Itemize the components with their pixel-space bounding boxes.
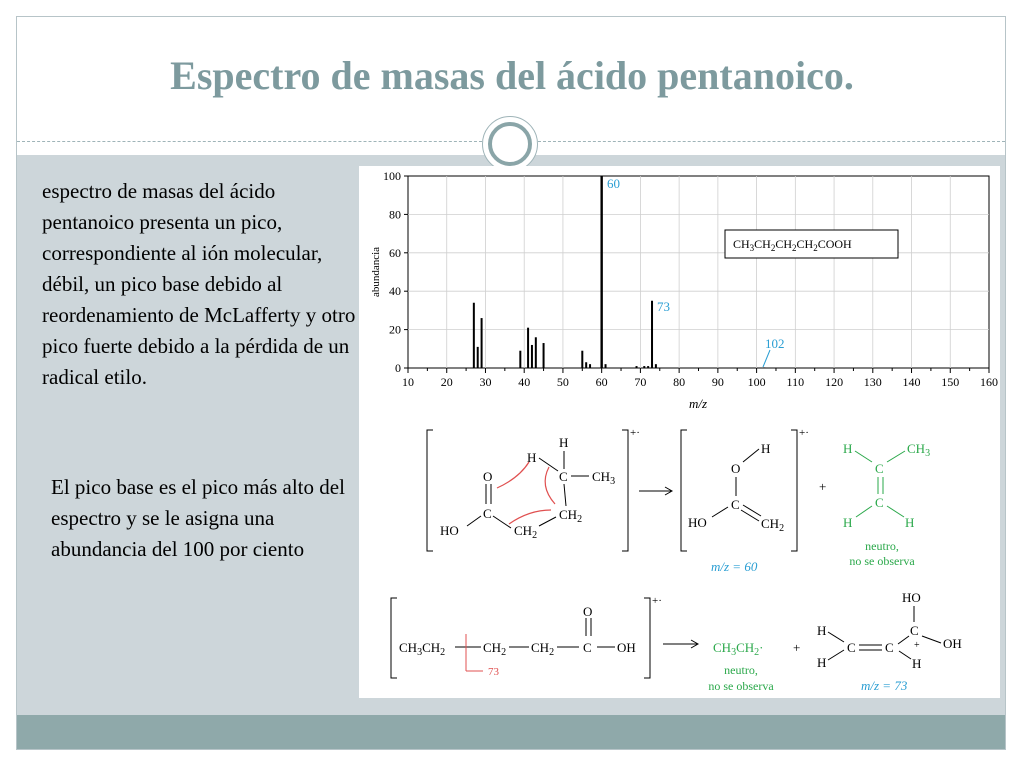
atom-c: C xyxy=(910,623,919,638)
x-tick-label: 20 xyxy=(440,375,453,389)
fragment-73-label: 73 xyxy=(488,666,499,678)
atom-c: C xyxy=(885,640,894,655)
atom-o: O xyxy=(583,604,593,619)
atom-h: H xyxy=(843,515,853,530)
x-axis-ticks xyxy=(402,368,998,389)
x-tick-label: 30 xyxy=(479,375,492,389)
ethyl-loss-scheme xyxy=(391,590,962,693)
electron-arrow-2 xyxy=(545,467,555,504)
y-tick-label: 40 xyxy=(389,284,401,299)
bracket-right xyxy=(644,598,650,678)
peak-bars xyxy=(474,176,765,368)
radical-cation-mark: +· xyxy=(630,427,640,439)
x-tick-label: 70 xyxy=(634,375,647,389)
atom-ho: HO xyxy=(440,523,459,538)
slide-title: Espectro de masas del ácido pentanoico. xyxy=(170,53,854,98)
atom-c: C xyxy=(875,495,884,510)
bond xyxy=(743,505,761,516)
x-tick-label: 80 xyxy=(673,375,686,389)
y-tick-label: 80 xyxy=(389,207,401,222)
atom-h: H xyxy=(843,441,853,456)
atom-h: H xyxy=(817,655,827,670)
footer-bar xyxy=(17,715,1005,749)
plus-sign: + xyxy=(819,479,827,494)
title-divider-left xyxy=(17,141,482,142)
atom-ch2-alpha: $CH_2$ xyxy=(514,523,538,541)
atom-c: C xyxy=(731,497,740,512)
atom-h: H xyxy=(905,515,915,530)
x-tick-label: 130 xyxy=(863,375,882,389)
mass-spectrum-chart xyxy=(370,169,998,411)
atom-ho: HO xyxy=(902,590,921,605)
x-tick-label: 140 xyxy=(902,375,921,389)
bond xyxy=(899,651,911,659)
atom-h-transfer: H xyxy=(527,450,537,465)
atom-oh: OH xyxy=(943,636,962,651)
ethyl-radical: $CH_3CH_2\cdot$ xyxy=(713,640,764,658)
plot-frame xyxy=(408,176,989,368)
bond xyxy=(467,516,481,526)
atom-ch3: $CH_3$ xyxy=(907,441,931,459)
bond xyxy=(743,449,759,462)
atom-c: C xyxy=(847,640,856,655)
atom-ch3: $CH_3$ xyxy=(592,469,616,487)
radical-cation-mark: +· xyxy=(799,427,809,439)
x-tick-label: 90 xyxy=(711,375,724,389)
bracket-left xyxy=(681,430,687,551)
atom-c-gamma: C xyxy=(559,469,568,484)
base-peak-paragraph: El pico base es el pico más alto del espectro y se le asigna una abundancia del 100 por ciento xyxy=(51,475,345,561)
x-tick-label: 110 xyxy=(786,375,805,389)
atom-ch2: $CH_2$ xyxy=(761,516,785,534)
y-tick-label: 20 xyxy=(389,322,401,337)
divider-circle-ring xyxy=(488,122,532,166)
formula-label: $CH_3CH_2CH_2CH_2COOH$ xyxy=(733,237,852,253)
bracket-left xyxy=(391,598,397,678)
bracket-left xyxy=(427,430,433,551)
atom-c-carbonyl: C xyxy=(483,506,492,521)
x-tick-label: 160 xyxy=(980,375,998,389)
atom-h-top: H xyxy=(559,435,569,450)
electron-arrow-3 xyxy=(509,510,551,524)
bracket-right xyxy=(622,430,628,551)
neutral-note-2: no se observa xyxy=(708,679,774,693)
grid-lines xyxy=(408,176,989,368)
chain-ch3ch2: $CH_3CH_2$ xyxy=(399,640,446,658)
y-axis-label: abundancia xyxy=(370,246,382,298)
bond xyxy=(712,507,728,517)
atom-h: H xyxy=(912,656,922,671)
neutral-note-2: no se observa xyxy=(849,554,915,568)
peak-label-60: 60 xyxy=(607,176,620,191)
atom-h: H xyxy=(761,441,771,456)
radical-cation-mark: +· xyxy=(652,595,662,607)
peak-label-73: 73 xyxy=(657,299,670,314)
atom-o-carbonyl: O xyxy=(483,469,493,484)
atom-c: C xyxy=(875,461,884,476)
atom-o: O xyxy=(731,461,741,476)
bracket-right xyxy=(791,430,797,551)
bond xyxy=(539,517,556,526)
peak-102-pointer xyxy=(763,350,770,367)
y-tick-label: 60 xyxy=(389,245,401,260)
x-axis-label: m/z xyxy=(688,396,708,411)
atom-c: C xyxy=(583,640,592,655)
x-tick-label: 40 xyxy=(518,375,531,389)
description-paragraph: espectro de masas del ácido pentanoico presenta un pico, correspondiente al ión molecular, débil, un pico base debido al reordenamiento de McLafferty y otro pico fuerte debido a la pérdida de un radical etilo. xyxy=(42,179,356,389)
x-tick-label: 150 xyxy=(941,375,960,389)
mz-73-label: m/z = 73 xyxy=(861,678,908,693)
bond xyxy=(564,484,566,506)
bond xyxy=(741,510,759,521)
electron-arrow-1 xyxy=(497,462,529,488)
chain-ch2: $CH_2$ xyxy=(531,640,555,658)
y-tick-label: 0 xyxy=(395,361,401,375)
bond xyxy=(828,632,844,642)
y-axis-ticks xyxy=(383,169,408,375)
atom-oh: OH xyxy=(617,640,636,655)
bond xyxy=(898,636,909,644)
x-tick-label: 50 xyxy=(556,375,569,389)
bond xyxy=(922,636,941,643)
x-tick-label: 10 xyxy=(402,375,414,389)
mclafferty-scheme xyxy=(427,427,930,574)
bond xyxy=(493,516,511,528)
atom-h: H xyxy=(817,623,827,638)
chain-ch2: $CH_2$ xyxy=(483,640,507,658)
figure-svg xyxy=(359,166,1000,698)
mz-60-label: m/z = 60 xyxy=(711,559,758,574)
atom-ch2-beta: $CH_2$ xyxy=(559,507,583,525)
cation-plus: + xyxy=(914,640,920,651)
title-divider-right xyxy=(538,141,1005,142)
peak-label-102: 102 xyxy=(765,336,785,351)
x-tick-label: 120 xyxy=(825,375,844,389)
bond xyxy=(828,650,844,660)
x-tick-label: 60 xyxy=(595,375,608,389)
x-tick-label: 100 xyxy=(747,375,766,389)
atom-ho: HO xyxy=(688,515,707,530)
neutral-note-1: neutro, xyxy=(865,539,899,553)
neutral-note-1: neutro, xyxy=(724,663,758,677)
figure-panel xyxy=(359,166,1000,698)
y-tick-label: 100 xyxy=(383,169,401,183)
plus-sign: + xyxy=(793,640,801,655)
